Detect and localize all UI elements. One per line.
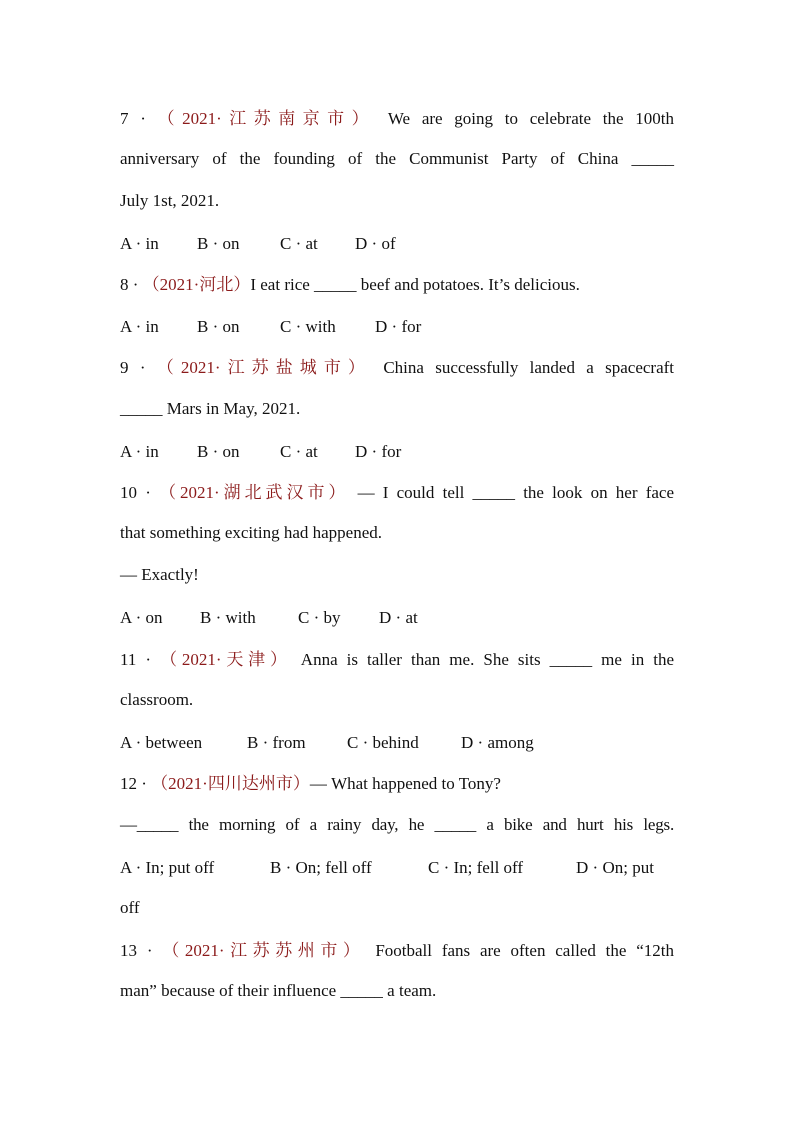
question-12-options [120, 857, 674, 879]
question-13-line-1: 13 · （2021·江苏苏州市） Football fans are often called the “12th [120, 941, 675, 960]
option-b: B · on [197, 442, 240, 461]
question-source: （2021·江苏苏州市） [162, 941, 366, 960]
question-12-options-wrap: off [120, 898, 140, 917]
option-b: B · from [247, 733, 306, 752]
question-number: 10 · [120, 483, 151, 502]
option-a: A · between [120, 733, 203, 752]
question-number: 9 · [120, 358, 146, 377]
question-13-line-2: man” because of their influence _____ a team. [120, 981, 437, 1000]
question-7-line-2: anniversary of the founding of the Communist Party of China _____ [120, 149, 674, 168]
option-c: C · behind [347, 733, 419, 752]
question-10-line-3: — Exactly! [120, 565, 199, 584]
question-12-line-1: 12 · （2021·四川达州市）— What happened to Tony? [120, 774, 501, 793]
question-7-options [120, 233, 674, 255]
option-c: C · at [280, 234, 318, 253]
option-d: D · for [375, 317, 422, 336]
question-number: 12 · [120, 774, 147, 793]
question-number: 11 · [120, 650, 152, 669]
option-a: A · on [120, 608, 163, 627]
question-source: （2021·天津） [160, 650, 292, 669]
option-a: A · in [120, 234, 159, 253]
question-source: （2021·江苏南京市） [157, 109, 377, 128]
option-d: D · of [355, 234, 396, 253]
question-source: （2021·湖北武汉市） [159, 483, 350, 502]
question-8-line-1: 8 · （2021·河北）I eat rice _____ beef and potatoes. It’s delicious. [120, 275, 580, 294]
option-b: B · with [200, 608, 256, 627]
question-source: （2021·四川达州市） [151, 774, 310, 793]
question-11-line-1: 11 · （2021·天津） Anna is taller than me. She sits _____ me in the [120, 650, 675, 669]
question-10-line-1: 10 · （2021·湖北武汉市） — I could tell _____ the look on her face [120, 483, 675, 502]
option-c: C · at [280, 442, 318, 461]
option-d: D · among [461, 733, 534, 752]
question-9-line-2: _____ Mars in May, 2021. [120, 399, 301, 418]
question-number: 8 · [120, 275, 139, 294]
option-d: D · at [379, 608, 418, 627]
question-7-line-3: July 1st, 2021. [120, 191, 220, 210]
question-source: （2021·江苏盐城市） [156, 358, 372, 377]
question-10-line-2: that something exciting had happened. [120, 523, 383, 542]
option-c: C · In; fell off [428, 858, 524, 877]
question-11-line-2: classroom. [120, 690, 194, 709]
option-a: A · In; put off [120, 858, 215, 877]
question-12-line-2: —_____ the morning of a rainy day, he _____ a bike and hurt his legs. [120, 815, 674, 834]
option-b: B · on [197, 234, 240, 253]
option-c: C · by [298, 608, 341, 627]
question-9-line-1: 9 · （2021·江苏盐城市） China successfully landed a spacecraft [120, 358, 675, 377]
question-7-line-1: 7 · （2021·江苏南京市） We are going to celebrate the 100th [120, 109, 674, 128]
option-b: B · On; fell off [270, 858, 372, 877]
question-9-options [120, 441, 674, 463]
option-b: B · on [197, 317, 240, 336]
question-11-options [120, 732, 674, 754]
option-d: D · On; put [576, 858, 654, 877]
option-d: D · for [355, 442, 402, 461]
question-source: （2021·河北） [142, 275, 251, 294]
question-8-options [120, 316, 674, 338]
option-a: A · in [120, 317, 159, 336]
option-c: C · with [280, 317, 336, 336]
question-10-options [120, 607, 674, 629]
option-a: A · in [120, 442, 159, 461]
question-number: 7 · [120, 109, 146, 128]
question-number: 13 · [120, 941, 153, 960]
